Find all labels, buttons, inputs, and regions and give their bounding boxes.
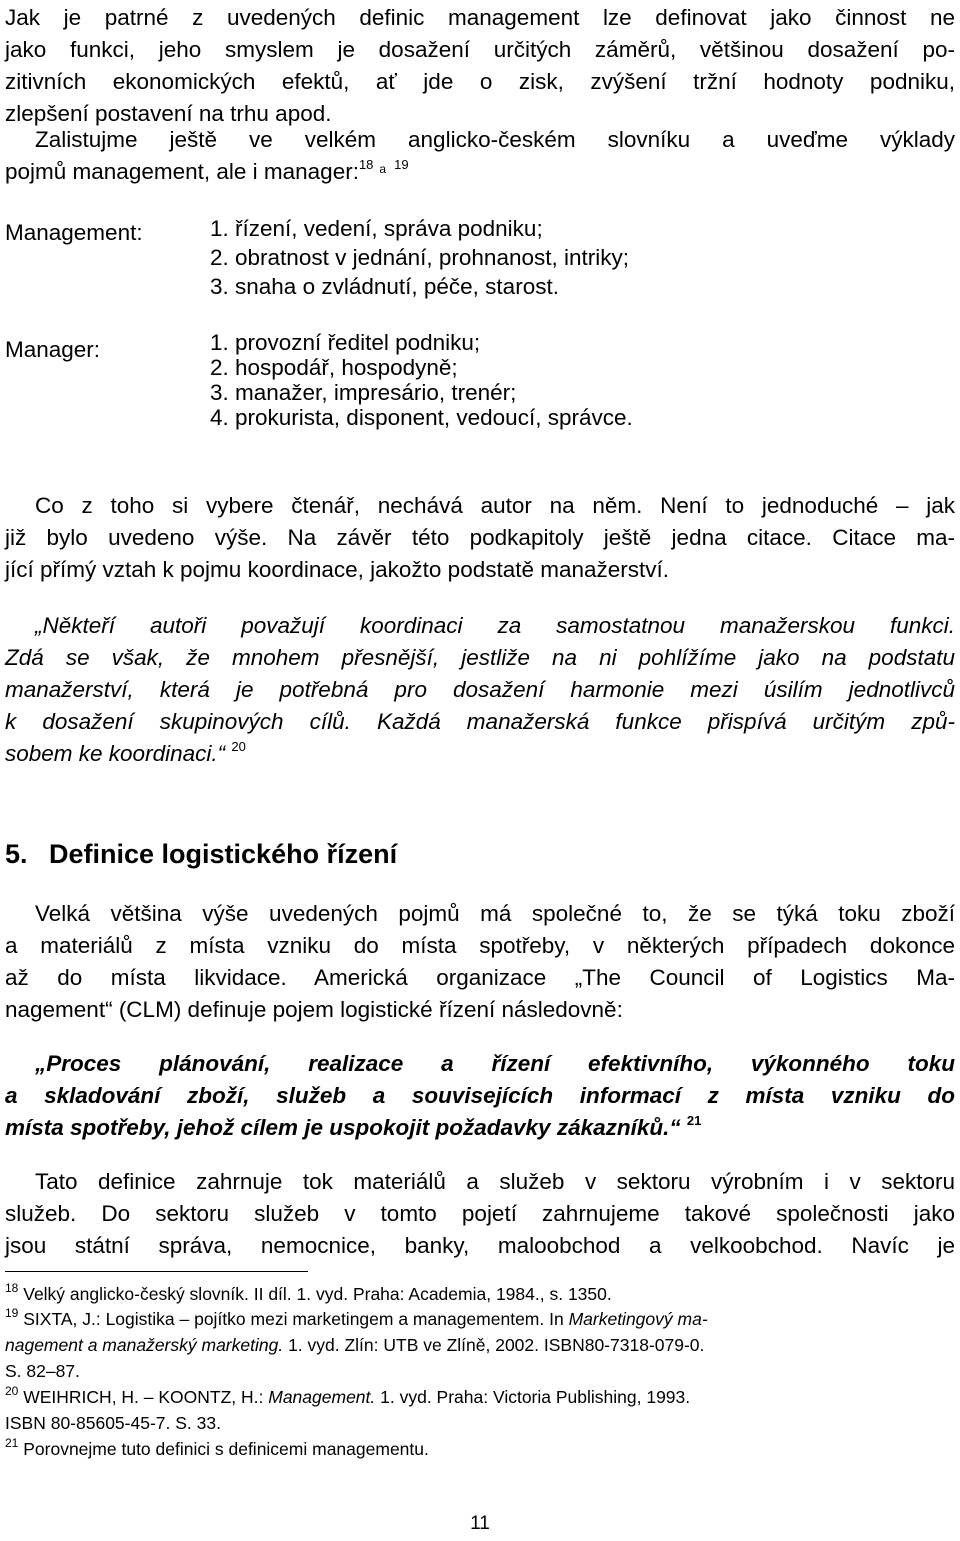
definition-term-management: Management: — [5, 220, 143, 245]
footnote-text: WEIHRICH, H. – KOONTZ, H.: — [23, 1387, 269, 1407]
intro-line-2: jako funkci, jeho smyslem je dosažení určitých záměrů, většinou dosažení po- — [5, 37, 955, 62]
footnote-18 — [5, 1281, 935, 1307]
quote1-line-5 — [5, 738, 955, 770]
definition-term-manager: Manager: — [5, 337, 101, 362]
quote1-line-2: Zdá se však, že mnohem přesnější, jestliže na ni pohlížíme jako na podstatu — [5, 645, 955, 670]
list-item: 1. řízení, vedení, správa podniku; — [210, 216, 543, 241]
list-item: 2. obratnost v jednání, prohnanost, intriky; — [210, 245, 629, 270]
section-paragraph-line-1: Velká většina výše uvedených pojmů má společné to, že se týká toku zboží — [35, 901, 955, 926]
quote2-last-text: místa spotřeby, jehož cílem je uspokojit požadavky zákazníků.“ — [5, 1115, 681, 1140]
footnote-ref-18: 18 — [358, 157, 374, 172]
footnote-text: 1. vyd. Praha: Victoria Publishing, 1993. — [375, 1387, 691, 1407]
quote1-last-text: sobem ke koordinaci.“ — [5, 741, 226, 766]
quote2-line-3 — [5, 1112, 955, 1144]
footnote-title-italic: nagement a manažerský marketing. — [5, 1335, 284, 1355]
quote1-line-4: k dosažení skupinových cílů. Každá manažerská funkce přispívá určitým způ- — [5, 709, 955, 734]
list-item: 3. manažer, impresário, trenér; — [210, 380, 517, 405]
reader-paragraph-line-2: již bylo uvedeno výše. Na závěr této podkapitoly ještě jedna citace. Citace ma- — [5, 525, 955, 550]
dictionary-intro-text: pojmů management, ale i manager: — [5, 159, 359, 184]
intro-line-3: zitivních ekonomických efektů, ať jde o zisk, zvýšení tržní hodnoty podniku, — [5, 69, 955, 94]
footnote-text: 1. vyd. Zlín: UTB ve Zlíně, 2002. ISBN80-7318-079-0. — [283, 1335, 705, 1355]
section-paragraph-line-2: a materiálů z místa vzniku do místa spotřeby, v některých případech dokonce — [5, 933, 955, 958]
section-number: 5. — [5, 839, 28, 869]
footnote-number: 18 — [5, 1281, 19, 1295]
dictionary-intro-line-1: Zalistujme ještě ve velkém anglicko-českém slovníku a uveďme výklady — [35, 127, 955, 152]
final-paragraph-line-2: služeb. Do sektoru služeb v tomto pojetí zahrnujeme takové společnosti jako — [5, 1201, 955, 1226]
definition-list-management — [210, 214, 629, 301]
page-number: 11 — [470, 1513, 490, 1534]
footnote-title-italic: Marketingový ma- — [568, 1309, 708, 1329]
footnote-number: 21 — [5, 1436, 19, 1450]
list-item: 3. snaha o zvládnutí, péče, starost. — [210, 274, 559, 299]
footnote-number: 20 — [5, 1384, 19, 1398]
intro-line-1: Jak je patrné z uvedených definic management lze definovat jako činnost ne — [5, 5, 955, 30]
footnote-text: SIXTA, J.: Logistika – pojítko mezi marketingem a managementem. In — [23, 1309, 569, 1329]
footnote-ref-19: 19 — [394, 157, 409, 172]
final-paragraph-line-3: jsou státní správa, nemocnice, banky, maloobchod a velkoobchod. Navíc je — [5, 1233, 955, 1258]
final-paragraph-line-1: Tato definice zahrnuje tok materiálů a služeb v sektoru výrobním i v sektoru — [35, 1169, 955, 1194]
reader-paragraph-line-1: Co z toho si vybere čtenář, nechává autor na něm. Není to jednoduché – jak — [35, 493, 955, 518]
reader-paragraph-line-3: jící přímý vztah k pojmu koordinace, jakožto podstatě manažerství. — [5, 557, 670, 582]
dictionary-intro-line-2 — [5, 156, 955, 188]
quote1-line-3: manažerství, která je potřebná pro dosažení harmonie mezi úsilím jednotlivců — [5, 677, 955, 702]
list-item: 2. hospodář, hospodyně; — [210, 355, 458, 380]
footnote-text: Porovnejme tuto definici s definicemi managementu. — [23, 1439, 429, 1459]
footnote-ref-21: 21 — [686, 1113, 702, 1128]
footnote-21 — [5, 1436, 935, 1462]
footnote-19-cont — [5, 1332, 935, 1358]
footnote-number: 19 — [5, 1306, 19, 1320]
quote2-line-2: a skladování zboží, služeb a souvisejících informací z místa vzniku do — [5, 1083, 955, 1108]
footnote-20-cont: ISBN 80-85605-45-7. S. 33. — [5, 1413, 221, 1433]
footnote-ref-conjunction: a — [379, 162, 387, 176]
footnote-title-italic: Management. — [268, 1387, 376, 1407]
section-paragraph-line-4: nagement“ (CLM) definuje pojem logistické řízení následovně: — [5, 997, 623, 1022]
definition-list-manager — [210, 330, 633, 430]
section-paragraph-line-3: až do místa likvidace. Americká organizace „The Council of Logistics Ma- — [5, 965, 955, 990]
footnote-19 — [5, 1306, 935, 1332]
footnote-ref-20: 20 — [231, 739, 246, 754]
section-title: Definice logistického řízení — [49, 839, 398, 869]
intro-line-4: zlepšení postavení na trhu apod. — [5, 101, 332, 126]
quote2-line-1: „Proces plánování, realizace a řízení efektivního, výkonného toku — [35, 1051, 955, 1076]
list-item: 4. prokurista, disponent, vedoucí, správce. — [210, 405, 633, 430]
footnote-20 — [5, 1384, 935, 1410]
section-heading — [5, 836, 397, 872]
footnote-separator — [5, 1271, 308, 1272]
footnote-19-cont2: S. 82–87. — [5, 1361, 80, 1381]
list-item: 1. provozní ředitel podniku; — [210, 330, 481, 355]
footnote-text: Velký anglicko-český slovník. II díl. 1. vyd. Praha: Academia, 1984., s. 1350. — [23, 1284, 612, 1304]
quote1-line-1: „Někteří autoři považují koordinaci za samostatnou manažerskou funkci. — [35, 613, 955, 638]
